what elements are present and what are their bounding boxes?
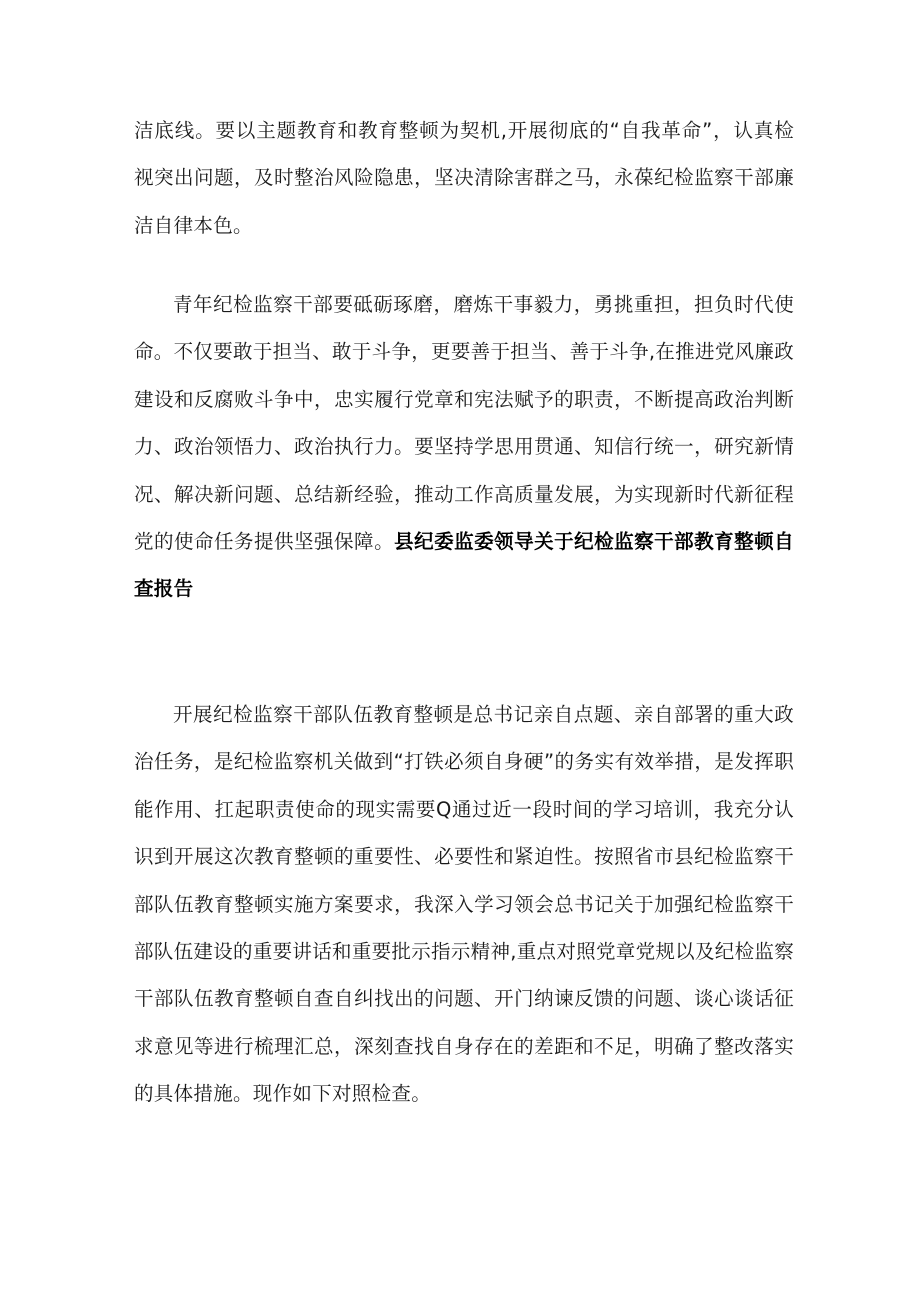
- paragraph-continuation: [134, 107, 794, 249]
- paragraph-2-text: 青年纪检监察干部要砥砺琢磨，磨炼干事毅力，勇挑重担，担负时代使命。不仅要敢于担当、敢于斗争，更要善于担当、善于斗争,在推进党风廉政建设和反腐败斗争中，忠实履行党章和宪法赋予的职责，不断提高政治判断力、政治领悟力、政治执行力。要坚持学思用贯通、知信行统一，研究新情况、解决新问题、总结新经验，推动工作高质量发展，为实现新时代新征程党的使命任务提供坚强保障。: [134, 293, 794, 554]
- paragraph-young-cadres: [134, 281, 794, 613]
- paragraph-report-intro: [134, 691, 794, 1118]
- paragraph-3-text: 开展纪检监察干部队伍教育整顿是总书记亲自点题、亲自部署的重大政治任务，是纪检监察机关做到“打铁必须自身硬”的务实有效举措，是发挥职能作用、扛起职责使命的现实需要Q通过近一段时间的学习培训，我充分认识到开展这次教育整顿的重要性、必要性和紧迫性。按照省市县纪检监察干部队伍教育整顿实施方案要求，我深入学习领会总书记关于加强纪检监察干部队伍建设的重要讲话和重要批示指示精神,重点对照党章党规以及纪检监察干部队伍教育整顿自查自纠找出的问题、开门纳谏反馈的问题、谈心谈话征求意见等进行梳理汇总，深刻查找自身存在的差距和不足，明确了整改落实的具体措施。现作如下对照检查。: [134, 703, 794, 1106]
- paragraph-1-text: 洁底线。要以主题教育和教育整顿为契机,开展彻底的“自我革命”，认真检视突出问题，及时整治风险隐患，坚决清除害群之马，永葆纪检监察干部廉洁自律本色。: [134, 119, 794, 237]
- report-title-heading: 县纪委监委领导关于纪检监察干部教育整顿自查报告: [134, 530, 794, 601]
